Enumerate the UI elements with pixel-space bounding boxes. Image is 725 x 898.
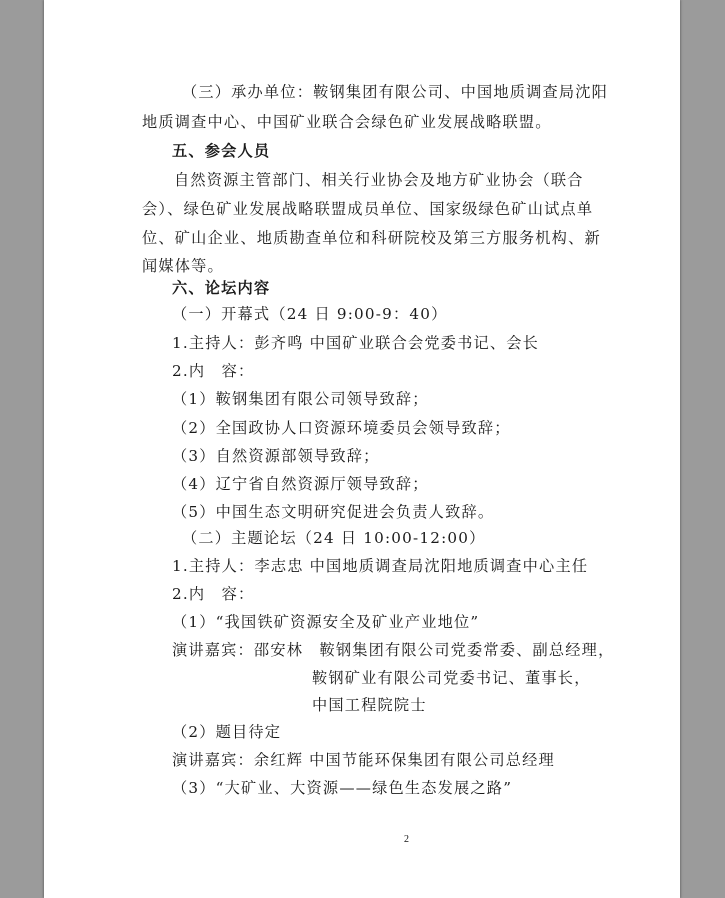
subsection-heading: （一）开幕式（24 日 9:00-9：40） — [172, 305, 448, 323]
text-line: （三）承办单位：鞍钢集团有限公司、中国地质调查局沈阳 — [182, 83, 609, 101]
text-line: 2.内 容： — [172, 585, 255, 603]
text-line: 2.内 容： — [172, 362, 255, 380]
section-heading: 六、论坛内容 — [172, 279, 271, 297]
text-line: 1.主持人：彭齐鸣 中国矿业联合会党委书记、会长 — [172, 334, 540, 352]
list-item: （3）“大矿业、大资源——绿色生态发展之路” — [172, 779, 513, 797]
speaker-line: 鞍钢矿业有限公司党委书记、董事长， — [312, 669, 591, 687]
list-item: （1）鞍钢集团有限公司领导致辞； — [172, 390, 429, 408]
section-heading: 五、参会人员 — [172, 142, 271, 160]
speaker-line: 演讲嘉宾：邵安林 鞍钢集团有限公司党委常委、副总经理， — [172, 641, 615, 659]
list-item: （2）题目待定 — [172, 723, 282, 741]
text-line: 闻媒体等。 — [142, 257, 224, 275]
list-item: （3）自然资源部领导致辞； — [172, 447, 380, 465]
list-item: （5）中国生态文明研究促进会负责人致辞。 — [172, 503, 495, 521]
list-item: （2）全国政协人口资源环境委员会领导致辞； — [172, 419, 511, 437]
speaker-line: 中国工程院院士 — [312, 696, 427, 714]
page-number: 2 — [404, 834, 409, 845]
document-page — [44, 0, 680, 898]
text-line: 自然资源主管部门、相关行业协会及地方矿业协会（联合 — [174, 171, 584, 189]
text-line: 地质调查中心、中国矿业联合会绿色矿业发展战略联盟。 — [142, 113, 552, 131]
speaker-line: 演讲嘉宾：余红辉 中国节能环保集团有限公司总经理 — [172, 751, 555, 769]
subsection-heading: （二）主题论坛（24 日 10:00-12:00） — [182, 529, 486, 547]
text-line: 会）、绿色矿业发展战略联盟成员单位、国家级绿色矿山试点单 — [142, 200, 594, 218]
list-item: （4）辽宁省自然资源厅领导致辞； — [172, 475, 429, 493]
text-line: 位、矿山企业、地质勘查单位和科研院校及第三方服务机构、新 — [142, 229, 601, 247]
list-item: （1）“我国铁矿资源安全及矿业产业地位” — [172, 613, 480, 631]
text-line: 1.主持人：李志忠 中国地质调查局沈阳地质调查中心主任 — [172, 557, 589, 575]
